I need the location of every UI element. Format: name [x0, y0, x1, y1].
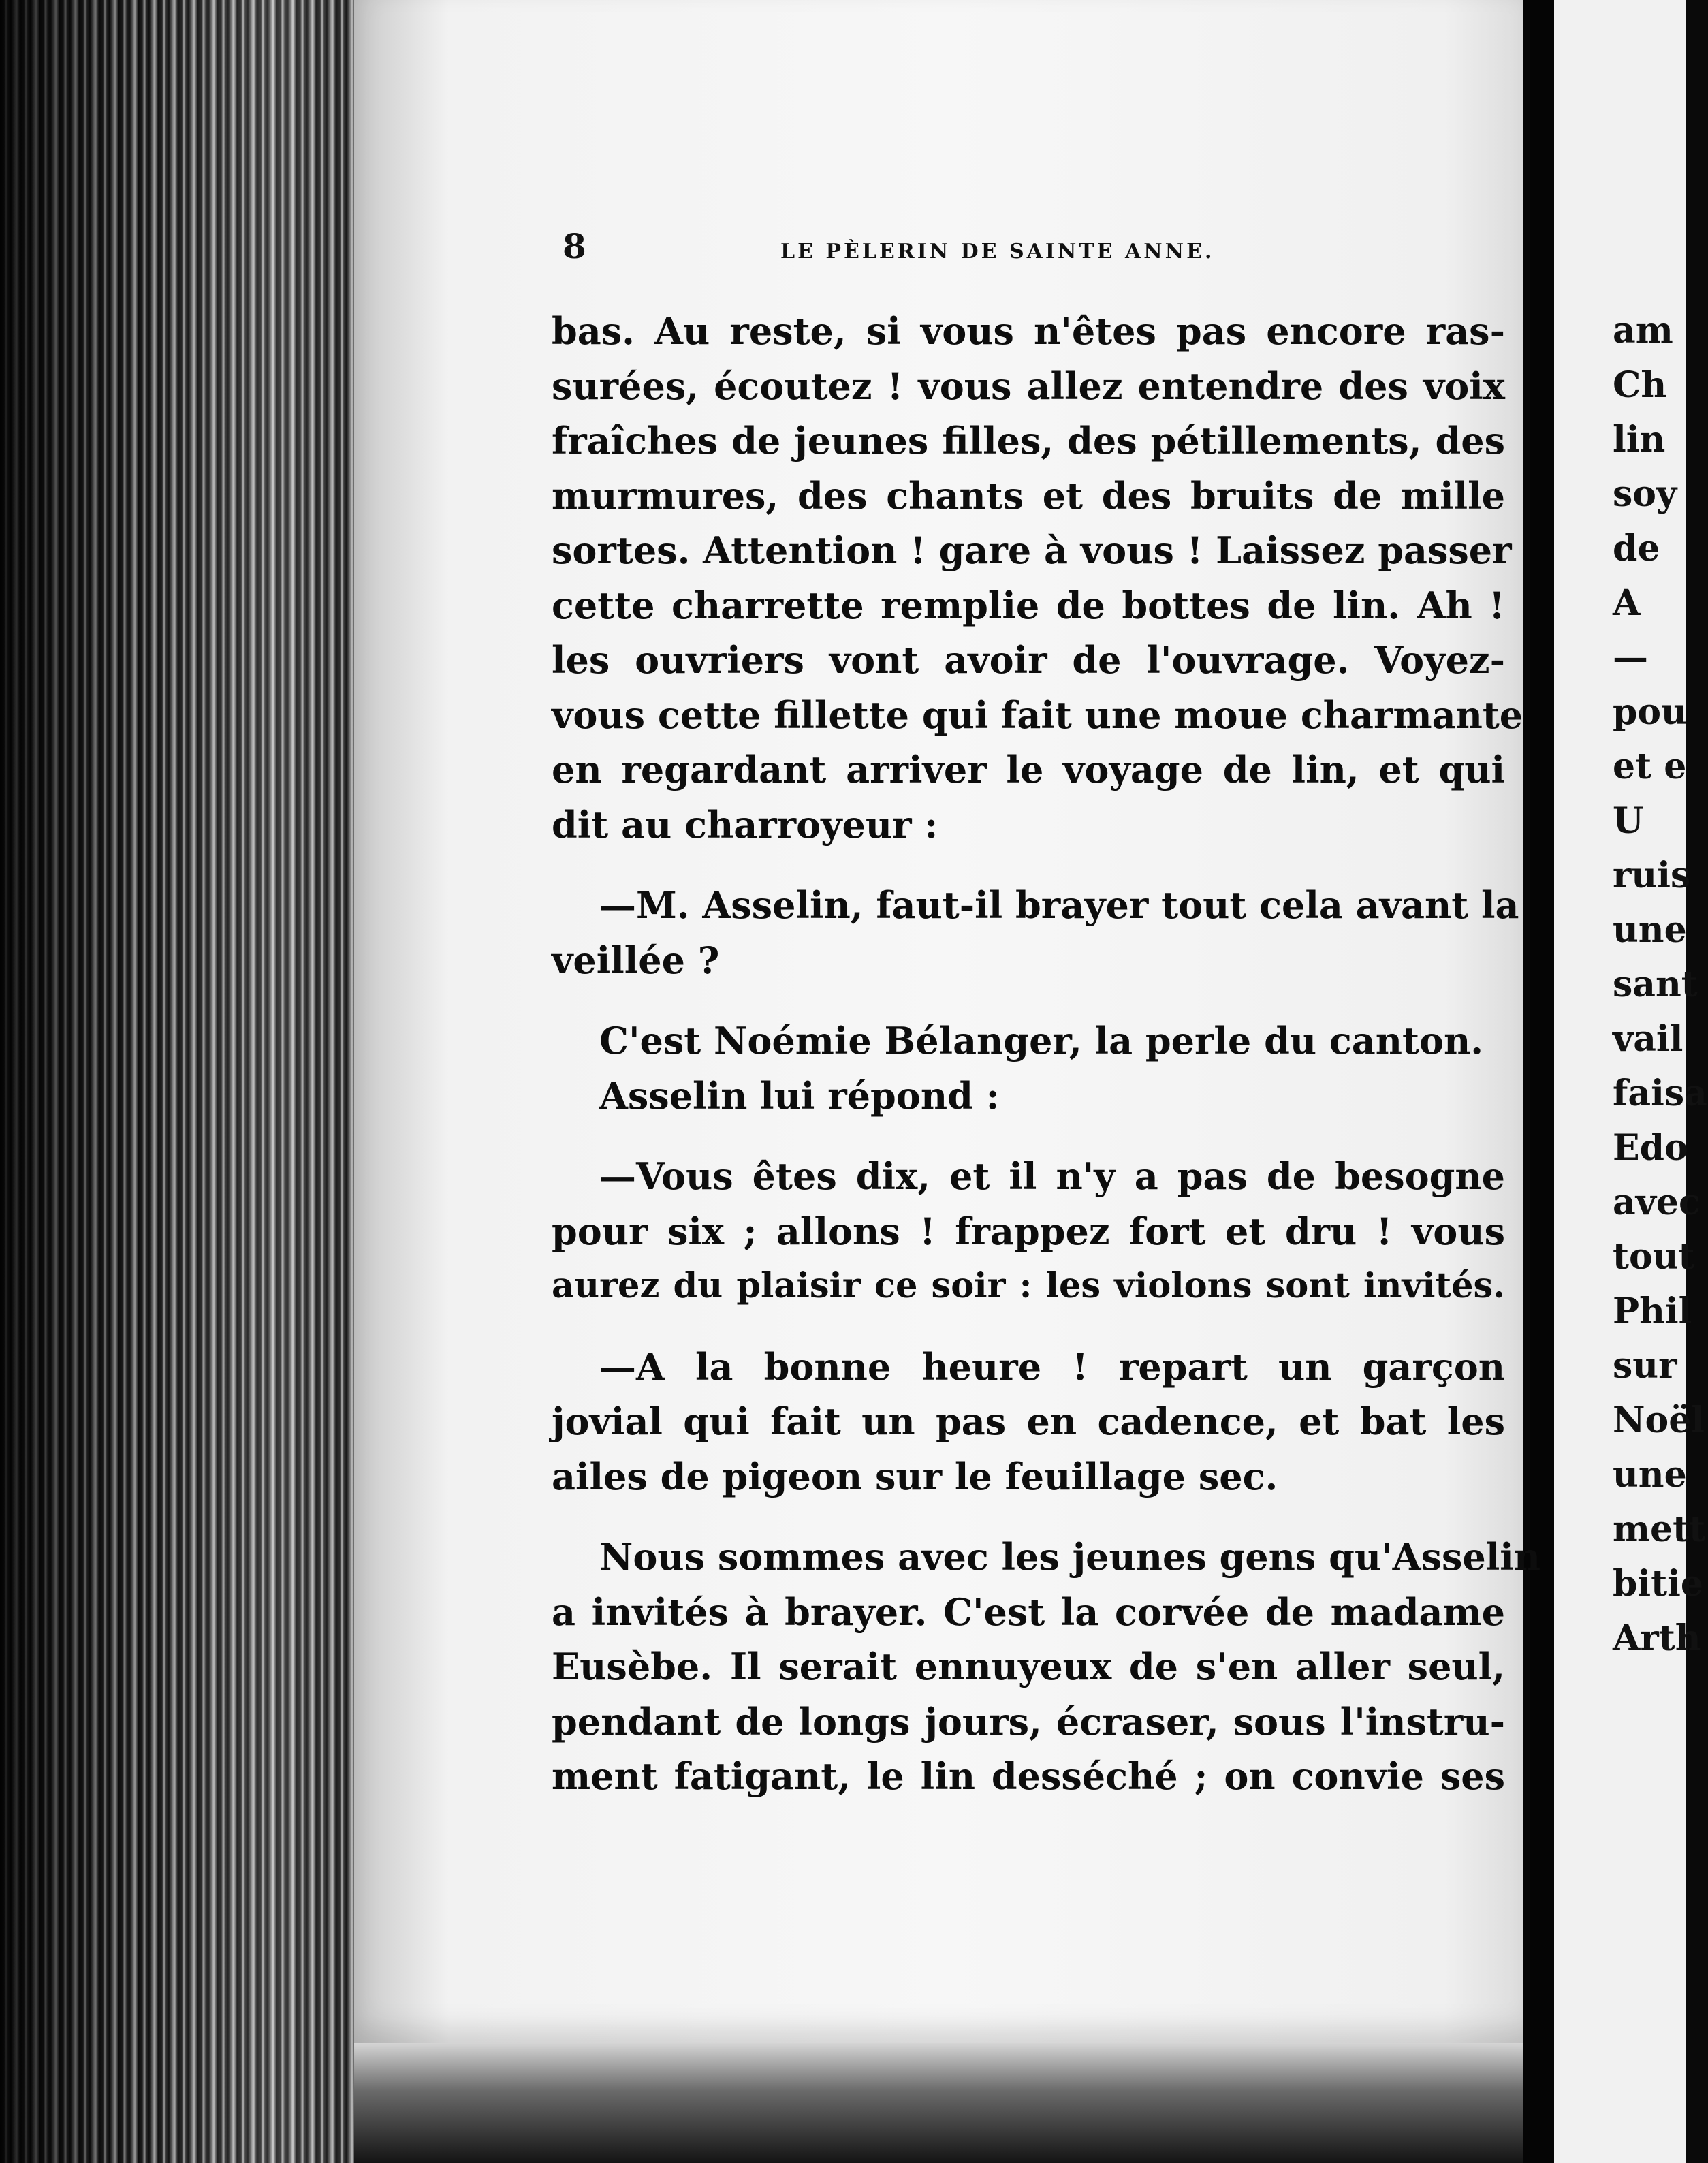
text-line: jovial qui fait un pas en cadence, et bat les [552, 1400, 1505, 1443]
text-line: —A la bonne heure ! repart un garçon [599, 1344, 1505, 1389]
text-line: les ouvriers vont avoir de l'ouvrage. Voyez- [552, 638, 1505, 682]
facing-line: ruis [1613, 855, 1691, 896]
body-text [552, 304, 1541, 1804]
facing-line: Ch [1613, 364, 1667, 406]
text-line: sortes. Attention ! gare à vous ! Laissez passer [552, 528, 1512, 572]
facing-line: de [1613, 528, 1660, 569]
facing-line: Noël [1613, 1400, 1705, 1441]
text-line: Eusèbe. Il serait ennuyeux de s'en aller seul, [552, 1645, 1505, 1688]
facing-line: mett [1613, 1509, 1706, 1550]
text-line: fraîches de jeunes filles, des pétillements, des [552, 419, 1505, 462]
text-line: bas. Au reste, si vous n'êtes pas encore ras- [552, 309, 1505, 353]
facing-line: pou [1613, 691, 1687, 733]
text-line: vous cette fillette qui fait une moue charmante [552, 693, 1523, 737]
facing-line: Arth [1613, 1617, 1701, 1659]
running-head [563, 226, 1312, 267]
facing-line: — [1613, 637, 1648, 678]
facing-line: vail [1613, 1018, 1683, 1060]
text-line: aurez du plaisir ce soir : les violons sont invités. [552, 1265, 1505, 1306]
text-line: murmures, des chants et des bruits de mille [552, 473, 1505, 518]
text-line: dit au charroyeur : [552, 802, 938, 847]
facing-line: faisa [1613, 1073, 1707, 1114]
text-line: —Vous êtes dix, et il n'y a pas de besogne [599, 1154, 1505, 1198]
text-line: veillée ? [552, 938, 720, 982]
facing-line: Phil [1613, 1291, 1692, 1332]
text-line: pendant de longs jours, écraser, sous l'instru- [552, 1699, 1505, 1743]
running-head-title: LE PÈLERIN DE SAINTE ANNE. [780, 240, 1215, 264]
facing-line: bitie [1613, 1563, 1703, 1605]
facing-line: une [1613, 909, 1687, 951]
text-line: pour six ; allons ! frappez fort et dru ! vous [552, 1209, 1505, 1253]
facing-line: sant [1613, 964, 1698, 1005]
text-line: ailes de pigeon sur le feuillage sec. [552, 1454, 1278, 1498]
facing-line: tout [1613, 1236, 1695, 1278]
page-number: 8 [563, 226, 586, 266]
text-line: en regardant arriver le voyage de lin, et qui [552, 748, 1505, 791]
facing-line: sur [1613, 1345, 1677, 1387]
text-line: C'est Noémie Bélanger, la perle du canton. [599, 1019, 1484, 1062]
page-bottom-shadow [354, 2043, 1525, 2163]
book-page-edges [0, 0, 368, 2163]
facing-line: et e [1613, 746, 1687, 787]
facing-line: avec [1613, 1182, 1701, 1223]
text-line: ment fatigant, le lin desséché ; on convie ses [552, 1754, 1505, 1798]
text-line: Asselin lui répond : [599, 1073, 1000, 1118]
book-gutter [1523, 0, 1557, 2163]
facing-line: soy [1613, 473, 1677, 515]
text-line: surées, écoutez ! vous allez entendre des voix [552, 364, 1505, 408]
facing-line: lin [1613, 419, 1666, 460]
facing-line: Edo [1613, 1127, 1688, 1169]
facing-page-text [1613, 304, 1708, 1666]
facing-line: am [1613, 310, 1673, 351]
text-line: Nous sommes avec les jeunes gens qu'Asselin [599, 1535, 1541, 1579]
facing-line: une [1613, 1454, 1687, 1496]
facing-line: A [1613, 582, 1641, 624]
text-line: cette charrette remplie de bottes de lin. Ah ! [552, 583, 1505, 627]
text-line: —M. Asselin, faut-il brayer tout cela avant la [599, 883, 1519, 927]
facing-line: U [1613, 800, 1644, 842]
text-line: a invités à brayer. C'est la corvée de madame [552, 1590, 1505, 1634]
